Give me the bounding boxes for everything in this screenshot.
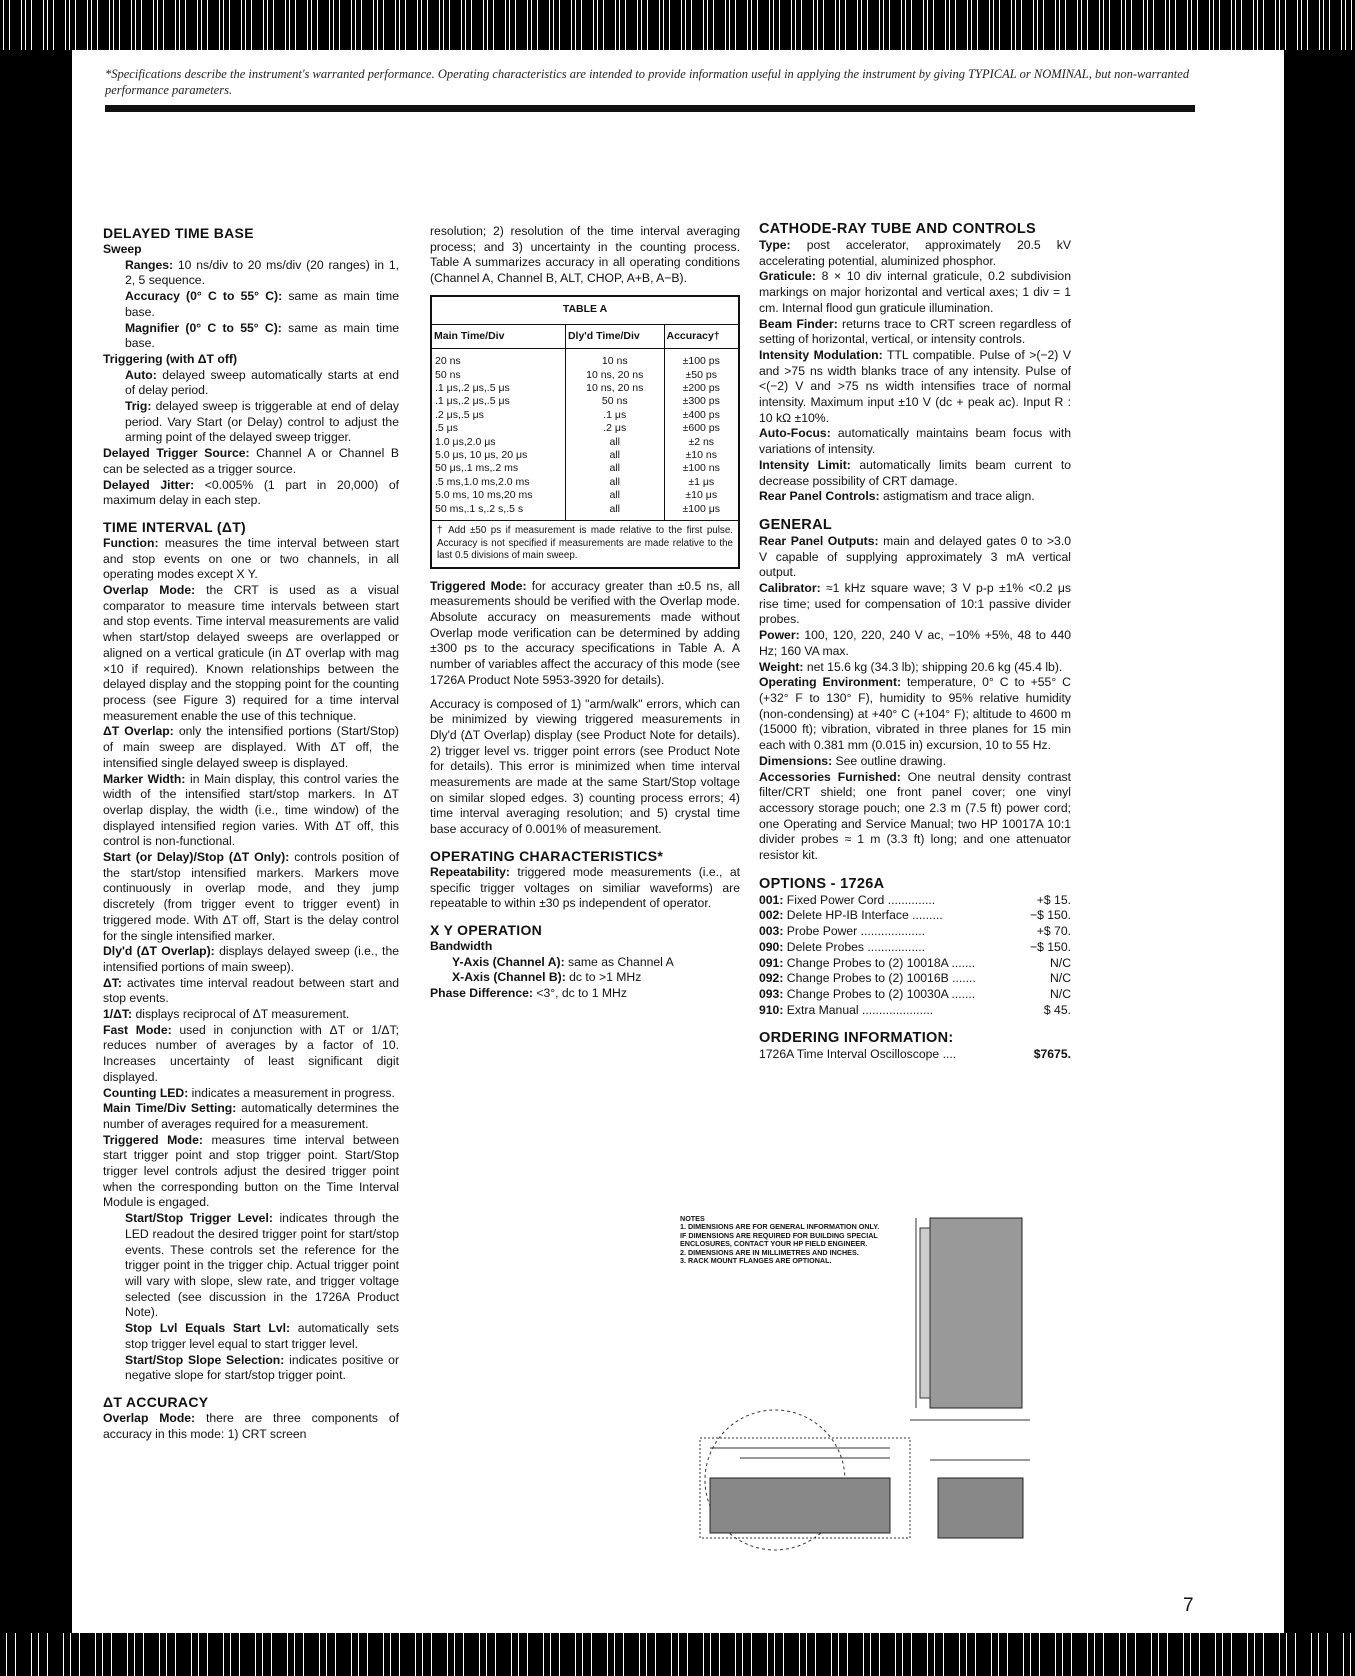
spec-dt: ΔT: activates time interval readout between start and stop events. [103, 975, 399, 1006]
spec-accessories: Accessories Furnished: One neutral density contrast filter/CRT shield; one front panel cover; one vinyl accessory storage pouch; one 2.3 m (7.5 ft) power cord; one Operating and Service Manual; two HP 10017A 10:1 divider probes ≈ 1 m (3.3 ft) long; and one attenuator resistor kit. [759, 769, 1071, 863]
table-row [432, 462, 738, 475]
table-cell: ±300 ps [682, 395, 720, 408]
spec-y-axis: Y-Axis (Channel A): same as Channel A [452, 954, 674, 969]
spec-operating-environment: Operating Environment: temperature, 0° C to +55° C (+32° F to 130° F), humidity to 95% relative humidity (non-condensing) at +40° C (+104° F); altitude to 4600 m (15000 ft); vibration, vibrated in three planes for 15 min each with 0.381 mm (0.015 in) excursion, 10 to 55 Hz. [759, 675, 1071, 753]
column-3 [759, 221, 1071, 1063]
table-cell: ±200 ps [682, 382, 720, 395]
table-cell: 10 ns [565, 349, 664, 369]
spec-stop-equals-start: Stop Lvl Equals Start Lvl: automatically sets stop trigger level equal to start trigger level. [125, 1321, 400, 1351]
table-cell: ±100 μs [682, 502, 720, 515]
drawing-top-view [710, 1478, 890, 1533]
section-operating-title: OPERATING CHARACTERISTICS* [430, 847, 664, 864]
table-cell: 5.0 μs, 10 μs, 20 μs [432, 449, 565, 462]
spec-crt-type: Type: post accelerator, approximately 20.5 kV accelerating potential, aluminized phosphor. [759, 238, 1071, 268]
table-a [430, 295, 740, 569]
options-list [759, 893, 1071, 1019]
table-cell: 1.0 μs,2.0 μs [432, 436, 565, 449]
option-item: 001: Fixed Power Cord .............. +$ 15. [759, 892, 1071, 907]
spec-triggered-mode: Triggered Mode: measures time interval between start trigger point and stop trigger point. Start/Stop trigger level controls adjust the desired trigger point when the corresponding button on the Time Interval Module is engaged. [103, 1132, 399, 1210]
column-1 [103, 165, 399, 1442]
header-rule [105, 105, 1195, 112]
table-cell: ±400 ps [682, 408, 720, 421]
table-cell: .2 μs,.5 μs [432, 409, 565, 422]
section-delayed-time-base-title: DELAYED TIME BASE [103, 225, 254, 241]
table-cell: 50 ns [432, 369, 565, 382]
spec-graticule: Graticule: 8 × 10 div internal graticule, 0.2 subdivision markings on major horizontal and vertical axes; 1 div = 1 cm. Internal flood gun graticule illumination. [759, 269, 1071, 315]
binder-hole-middle [15, 818, 61, 864]
table-cell: 5.0 ms, 10 ms,20 ms [432, 489, 565, 502]
spec-phase-difference: Phase Difference: <3°, dc to 1 MHz [430, 986, 627, 1001]
table-row [432, 422, 738, 435]
table-row [432, 476, 738, 489]
table-row [432, 369, 738, 382]
section-crt-title: CATHODE-RAY TUBE AND CONTROLS [759, 221, 1036, 237]
spec-trigger-level: Start/Stop Trigger Level: indicates through the LED readout the desired trigger point for start/stop events. These controls set the reference for the trigger point in the trigger chip. Actual trigger point will vary with slope, slew rate, and trigger voltage selected (see discussion in the 1726A Product Note). [125, 1211, 399, 1320]
accuracy-composition: Accuracy is composed of 1) "arm/walk" errors, which can be minimized by viewing triggered measurements in Dly'd (ΔT Overlap) display (see Product Note for details). 2) trigger level vs. trigger point errors (see Product Note for details). This error is minimized when time interval measurements are made at the same Start/Stop voltage on similar sloped edges. 3) counting process errors; 4) time interval averaging resolution; and 5) crystal time base accuracy of 0.001% of measurement. [430, 696, 740, 837]
spec-triggered-mode-accuracy: Triggered Mode: for accuracy greater than ±0.5 ns, all measurements should be verified with the Overlap mode. Absolute accuracy on measurements made without Overlap mode verification can be determined by adding ±300 ps to the accuracy specifications in Table A. A number of variables affect the accuracy of this mode (see 1726A Product Note 5953-3920 for details). [430, 578, 740, 687]
table-cell: 10 ns, 20 ns [565, 382, 664, 395]
table-cell: all [565, 503, 664, 520]
binder-hole-bottom [15, 1423, 61, 1469]
table-cell: ±10 ns [685, 449, 717, 462]
option-item: 093: Change Probes to (2) 10030A ....... N/C [759, 986, 1071, 1001]
spec-rear-panel-controls: Rear Panel Controls: astigmatism and trace align. [759, 489, 1035, 504]
table-cell: all [565, 489, 664, 502]
option-item: 910: Extra Manual ..................... $ 45. [759, 1002, 1071, 1017]
spec-accuracy-overlap-mode: Overlap Mode: there are three components of accuracy in this mode: 1) CRT screen [103, 1410, 399, 1441]
triggering-label: Triggering (with ΔT off) [103, 351, 237, 366]
table-row [432, 382, 738, 395]
spec-delayed-trigger-source: Delayed Trigger Source: Channel A or Channel B can be selected as a trigger source. [103, 446, 399, 476]
spec-function: Function: measures the time interval between start and stop events on one or two channels, in all operating modes except X Y. [103, 535, 399, 582]
section-time-interval-title: TIME INTERVAL (ΔT) [103, 518, 247, 535]
table-cell: .2 μs [565, 422, 664, 435]
spec-counting-led: Counting LED: indicates a measurement in progress. [103, 1085, 395, 1100]
spec-auto: Auto: delayed sweep automatically starts at end of delay period. [125, 367, 399, 398]
table-row [432, 395, 738, 408]
drawing-front-view [938, 1478, 1023, 1538]
ordering-line: 1726A Time Interval Oscilloscope .... $7675. [759, 1047, 1071, 1062]
spec-repeatability: Repeatability: triggered mode measurements (i.e., at specific trigger voltages on similiar waveforms) are repeatable to within ±30 ps independent of operator. [430, 864, 740, 911]
drawing-side-view [930, 1218, 1022, 1408]
table-a-title: TABLE A [432, 297, 738, 325]
spec-dlyd: Dly'd (ΔT Overlap): displays delayed sweep (i.e., the intensified portions of main sweep). [103, 944, 399, 974]
scan-border-bottom [0, 1633, 1355, 1676]
sweep-label: Sweep [103, 242, 142, 256]
table-cell: 50 ns [565, 395, 664, 408]
accuracy-continuation: resolution; 2) resolution of the time interval averaging process; and 3) uncertainty in the counting process. Table A summarizes accuracy in all operating conditions (Channel A, Channel B, ALT, CHOP, A+B, A−B). [430, 224, 740, 286]
section-ordering-title: ORDERING INFORMATION: [759, 1030, 954, 1047]
page-number: 7 [1183, 1595, 1194, 1616]
spec-intensity-limit: Intensity Limit: automatically limits beam current to decrease possibility of CRT damage. [759, 457, 1071, 488]
spec-intensity-modulation: Intensity Modulation: TTL compatible. Pulse of >(−2) V and >75 ns width blanks trace of any intensity. Pulse of <(−2) V and >75 ns width intensifies trace of normal intensity. Maximum input ±10 V (dc + peak ac). Input R : 10 kΩ ±10%. [759, 347, 1071, 425]
table-row [432, 503, 738, 520]
spec-dt-overlap: ΔT Overlap: only the intensified portions (Start/Stop) of main sweep are displayed. With ΔT off, the intensified single delayed sweep is displayed. [103, 724, 399, 770]
spec-auto-focus: Auto-Focus: automatically maintains beam focus with variations of intensity. [759, 426, 1071, 457]
table-a-grid [432, 325, 738, 521]
table-header-accuracy: Accuracy† [664, 325, 738, 349]
table-row [432, 449, 738, 462]
spec-accuracy: Accuracy (0° C to 55° C): same as main time base. [125, 289, 399, 319]
option-item: 003: Probe Power ................... +$ 70. [759, 924, 1071, 939]
table-cell: ±100 ps [682, 355, 720, 368]
spec-fast-mode: Fast Mode: used in conjunction with ΔT or 1/ΔT; reduces number of averages by a factor of 10. Increases uncertainty of least significant digit displayed. [103, 1022, 399, 1084]
table-cell: .1 μs [565, 409, 664, 422]
section-dt-accuracy-title: ΔT ACCURACY [103, 1393, 209, 1410]
table-cell: all [565, 436, 664, 449]
table-cell: ±600 ps [682, 422, 720, 435]
table-a-footnote: † Add ±50 ps if measurement is made relative to the first pulse. Accuracy is not specified if measurements are made relative to the last 0.5 divisions of main sweep. [432, 520, 738, 567]
spec-overlap-mode: Overlap Mode: the CRT is used as a visual comparator to measure time intervals between start and stop events. Time interval measurements are valid when start/stop delayed sweeps are overlapped or aligned on a vertical graticule (in ΔT overlap with mag ×10 if required). Known relationships between the delayed display and the stopping point for the counting process (see Figure 3) required for a time interval measurement enable the use of this technique. [103, 583, 400, 723]
spec-reciprocal-dt: 1/ΔT: displays reciprocal of ΔT measurement. [103, 1007, 350, 1022]
table-cell: .1 μs,.2 μs,.5 μs [432, 382, 565, 395]
section-xy-title: X Y OPERATION [430, 921, 543, 938]
table-cell: ±1 μs [688, 475, 715, 488]
binder-hole-top [15, 205, 61, 251]
spec-slope-selection: Start/Stop Slope Selection: indicates positive or negative slope for start/stop trigger point. [125, 1352, 400, 1383]
bandwidth-label: Bandwidth [430, 938, 493, 953]
spec-calibrator: Calibrator: ≈1 kHz square wave; 3 V p-p ±1% <0.2 μs rise time; used for compensation of 10:1 passive divider probes. [759, 581, 1071, 627]
table-cell: 10 ns, 20 ns [565, 369, 664, 382]
spec-start-stop: Start (or Delay)/Stop (ΔT Only): controls position of the start/stop intensified markers. Markers move continuously in overlap mode, and they jump discretely (from trigger event to trigger event) in triggered mode. With ΔT off, Start is the delay control for the single intensified marker. [103, 850, 399, 943]
spec-rear-panel-outputs: Rear Panel Outputs: main and delayed gates 0 to >3.0 V capable of supplying approximately 3 mA vertical output. [759, 533, 1071, 580]
table-cell: 20 ns [432, 349, 565, 369]
table-cell: all [565, 449, 664, 462]
table-cell: ±10 μs [685, 489, 718, 502]
table-row [432, 489, 738, 502]
option-item: 090: Delete Probes ................. −$ 150. [759, 939, 1071, 954]
spec-weight: Weight: net 15.6 kg (34.3 lb); shipping 20.6 kg (45.4 lb). [759, 659, 1063, 674]
header-footnote: *Specifications describe the instrument's warranted performance. Operating characteristics are intended to provide information useful in applying the instrument by giving TYPICAL or NOMINAL, but non-warranted performance parameters. [105, 67, 1190, 97]
column-2 [430, 224, 740, 1002]
spec-x-axis: X-Axis (Channel B): dc to >1 MHz [452, 970, 642, 985]
table-row [432, 409, 738, 422]
spec-magnifier: Magnifier (0° C to 55° C): same as main time base. [125, 320, 399, 351]
table-cell: ±100 ns [682, 462, 720, 475]
option-item: 002: Delete HP-IB Interface ......... −$ 150. [759, 908, 1071, 923]
table-cell: all [565, 462, 664, 475]
drawing-notes: NOTES 1. DIMENSIONS ARE FOR GENERAL INFORMATION ONLY. IF DIMENSIONS ARE REQUIRED FOR BUILDING SPECIAL ENCLOSURES, CONTACT YOUR HP FIELD ENGINEER. 2. DIMENSIONS ARE IN MILLIMETRES AND INCHES. 3. RACK MOUNT FLANGES ARE OPTIONAL. [680, 1214, 880, 1266]
spec-delayed-jitter: Delayed Jitter: <0.005% (1 part in 20,000) of maximum delay in each step. [103, 477, 399, 508]
section-options-title: OPTIONS - 1726A [759, 875, 885, 892]
table-cell: ±2 ns [688, 435, 715, 448]
table-cell: 50 μs,.1 ms,.2 ms [432, 462, 565, 475]
table-cell: ±50 ps [685, 368, 717, 381]
spec-beam-finder: Beam Finder: returns trace to CRT screen regardless of setting of horizontal, vertical, or intensity controls. [759, 316, 1071, 347]
table-cell: .5 ms,1.0 ms,2.0 ms [432, 476, 565, 489]
table-header-dlyd: Dly'd Time/Div [565, 325, 664, 349]
option-item: 092: Change Probes to (2) 10016B ....... N/C [759, 971, 1071, 986]
section-general-title: GENERAL [759, 516, 832, 533]
spec-ranges: Ranges: 10 ns/div to 20 ms/div (20 ranges) in 1, 2, 5 sequence. [125, 257, 399, 288]
table-header-main: Main Time/Div [432, 325, 565, 349]
option-item: 091: Change Probes to (2) 10018A ....... N/C [759, 955, 1071, 970]
table-cell: 50 ms,.1 s,.2 s,.5 s [432, 503, 565, 520]
spec-power: Power: 100, 120, 220, 240 V ac, −10% +5%, 48 to 440 Hz; 160 VA max. [759, 628, 1071, 658]
spec-dimensions: Dimensions: See outline drawing. [759, 753, 946, 768]
table-cell: .5 μs [432, 422, 565, 435]
scan-border-top [0, 0, 1355, 50]
table-row [432, 436, 738, 449]
spec-trig: Trig: delayed sweep is triggerable at end of delay period. Vary Start (or Delay) control to adjust the arming point of the delayed sweep trigger. [125, 399, 399, 445]
table-cell: all [565, 476, 664, 489]
table-cell: .1 μs,.2 μs,.5 μs [432, 395, 565, 408]
spec-main-time-div: Main Time/Div Setting: automatically determines the number of averages required for a measurement. [103, 1101, 400, 1131]
spec-marker-width: Marker Width: in Main display, this control varies the width of the intensified start/stop markers. In ΔT overlap display, the width (i.e., time window) of the displayed intensified region varies. With ΔT off, this control is non-functional. [103, 771, 399, 849]
table-row [432, 349, 738, 369]
